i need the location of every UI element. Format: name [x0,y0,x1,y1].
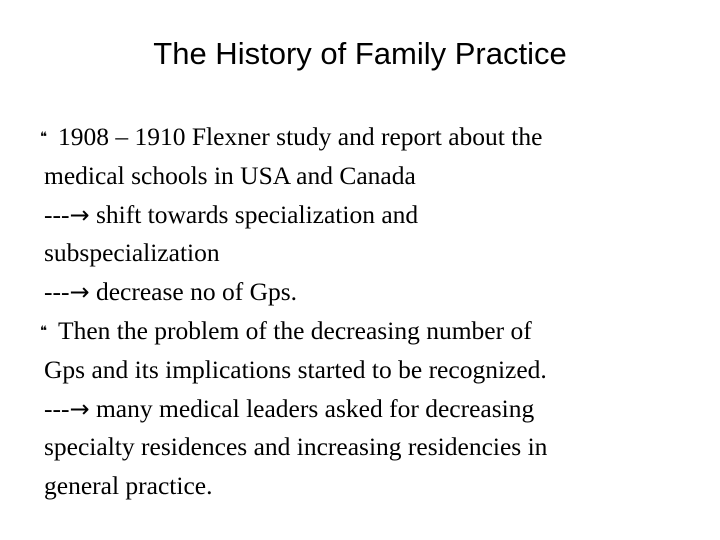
line-text: subspecialization [44,238,220,268]
body-line [40,312,704,351]
right-arrow-icon: → [69,200,90,229]
dash-prefix: --- [44,393,70,423]
line-text: Then the problem of the decreasing number of [58,315,532,345]
line-text: general practice. [44,471,213,501]
dash-prefix: --- [44,199,70,229]
line-text: shift towards specialization and [89,199,419,229]
body-line [44,196,704,235]
body-line [44,234,704,273]
body-line [44,273,704,312]
right-arrow-icon: → [69,278,90,307]
body-line [44,390,704,429]
line-text: Gps and its implications started to be recognized. [44,354,547,384]
body-line [44,428,704,467]
slide-title: The History of Family Practice [153,36,567,71]
right-arrow-icon: → [69,394,90,423]
line-text: many medical leaders asked for decreasing [89,393,535,423]
body-line [44,351,704,390]
body-line [44,157,704,196]
bullet-quote-icon: ❝ [40,322,47,338]
line-text: decrease no of Gps. [89,277,298,307]
line-text: specialty residences and increasing residencies in [44,432,548,462]
line-text: medical schools in USA and Canada [44,160,416,190]
line-text: 1908 – 1910 Flexner study and report about the [58,122,543,151]
bullet-quote-icon: ❝ [40,129,47,144]
slide-body [40,118,704,506]
body-line [44,467,704,506]
dash-prefix: --- [44,277,70,307]
body-line [40,118,704,157]
